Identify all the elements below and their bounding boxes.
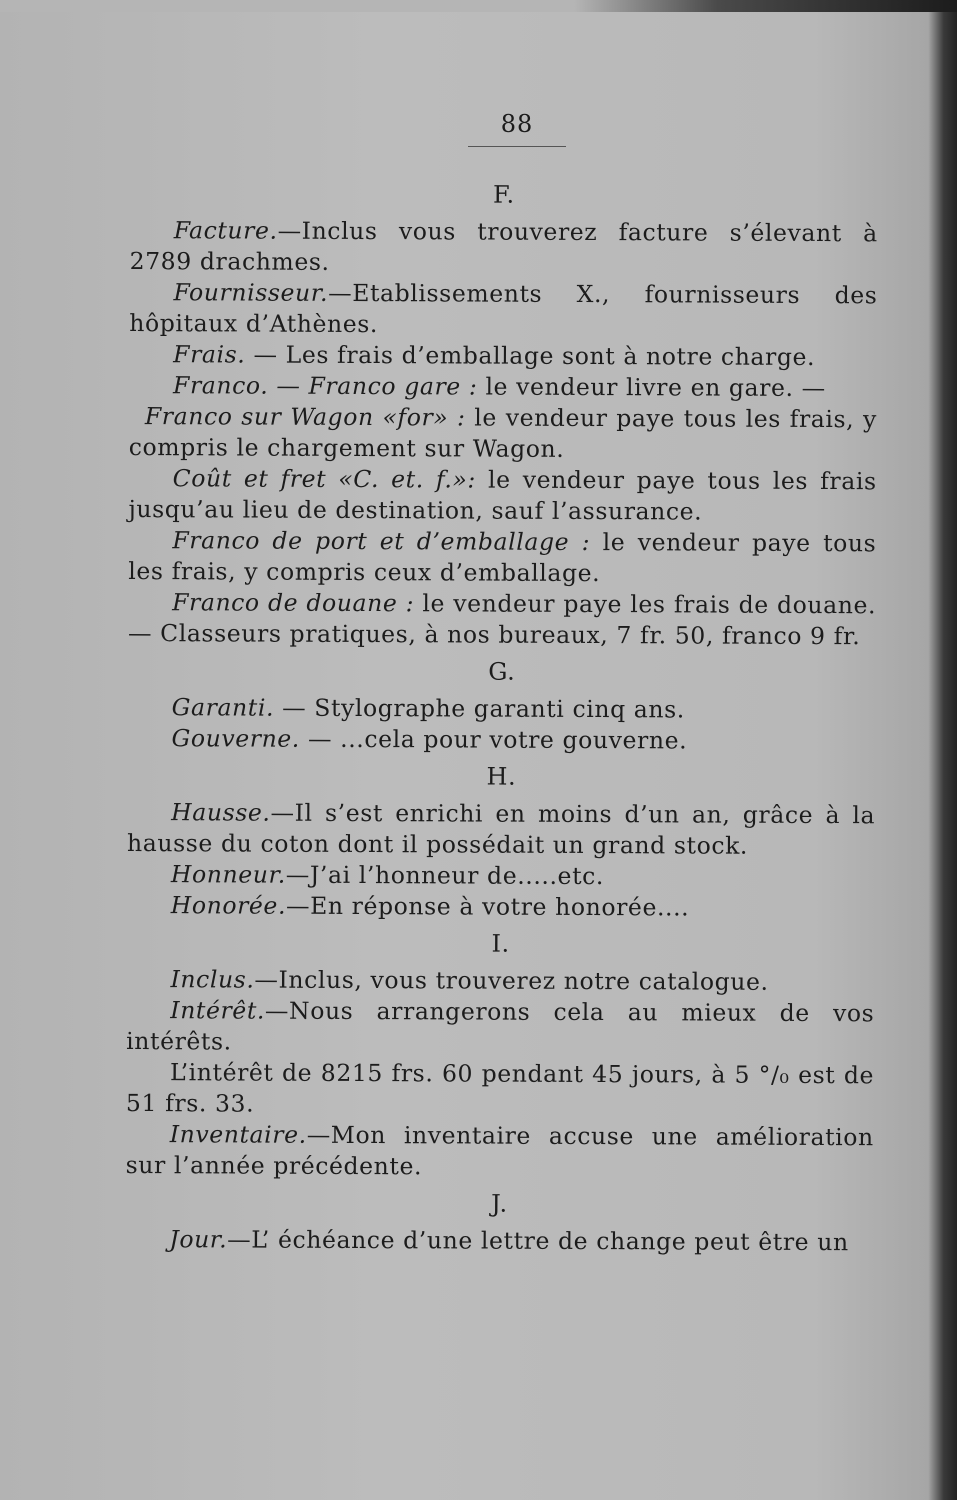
entry-label: Frais. [173, 340, 246, 369]
section-letter-j: J. [491, 1189, 508, 1218]
entry-cout-fret [128, 463, 876, 528]
entry-label: Franco sur Wagon «for» : [144, 402, 466, 432]
entry-label: Facture. [173, 216, 278, 245]
entry-fournisseur [129, 277, 877, 342]
page-number: 88 [500, 110, 534, 138]
section-letter-h: H. [486, 762, 517, 791]
entry-text: — Stylographe garanti cinq ans. [274, 693, 685, 724]
entry-hausse [127, 797, 875, 862]
entry-inventaire [126, 1119, 874, 1184]
entry-facture [130, 215, 878, 280]
entry-text: le vendeur paye les frais de douane.— Classeurs pratiques, à nos bureaux, 7 fr. 50, franco 9 fr. [127, 589, 877, 651]
entry-label: Fournisseur. [173, 278, 329, 307]
page-number-rule [468, 146, 566, 147]
entry-gouverne [127, 723, 875, 757]
entry-text: le vendeur paye tous les frais jusqu’au lieu de destination, sauf l’assurance. [128, 465, 877, 526]
entry-label: Inventaire. [169, 1120, 307, 1149]
entry-label: Hausse. [171, 798, 271, 827]
section-letter-g: G. [488, 657, 516, 686]
entry-interet [126, 995, 874, 1060]
entry-text: — Les frais d’emballage sont à notre charge. [245, 340, 816, 371]
section-letter-i: I. [491, 929, 510, 958]
entry-text: —L’ échéance d’une lettre de change peut être un [227, 1225, 849, 1257]
entry-text: L’intérêt de 8215 frs. 60 pendant 45 jours, à 5 °/₀ est de 51 frs. 33. [125, 1058, 875, 1118]
entry-honneur [127, 859, 875, 893]
entry-franco [129, 370, 877, 404]
entry-text: —Etablissements X., fournisseurs des hôpitaux d’Athènes. [129, 278, 878, 339]
entry-text: le vendeur livre en gare. — [477, 372, 826, 403]
entry-label: Inclus. [170, 965, 255, 994]
entry-jour [125, 1224, 873, 1258]
entry-label: Franco. — Franco gare : [173, 371, 478, 401]
entry-text: —Inclus, vous trouverez notre catalogue. [254, 965, 769, 996]
entry-frais [129, 339, 877, 373]
entry-honoree [127, 890, 875, 924]
entry-franco-port [128, 525, 876, 590]
entry-label: Honorée. [170, 891, 287, 920]
entry-label: Intérêt. [170, 996, 266, 1025]
entry-text: —Mon inventaire accuse une amélioration sur l’année précédente. [125, 1120, 874, 1181]
entry-label: Gouverne. [171, 724, 300, 753]
entry-text: —Nous arrangerons cela au mieux de vos intérêts. [126, 996, 875, 1056]
entry-label: Coût et fret «C. et. f.»: [172, 464, 477, 494]
entry-text: le vendeur paye tous les frais, y compris ceux d’emballage. [128, 528, 877, 588]
entry-text: — ...cela pour votre gouverne. [299, 724, 688, 755]
entry-label: Jour. [169, 1225, 228, 1254]
entry-text: —Inclus vous trouverez facture s’élevant à 2789 drachmes. [129, 216, 878, 276]
entry-label: Franco de port et d’emballage : [172, 526, 591, 557]
entry-text: le vendeur paye tous les frais, y compris le chargement sur Wagon. [128, 403, 877, 463]
entry-text: —En réponse à votre honorée.... [285, 891, 690, 922]
entry-label: Garanti. [171, 693, 275, 722]
entry-franco-wagon [129, 401, 877, 466]
entry-interet-example [126, 1057, 874, 1122]
entry-inclus [126, 964, 874, 998]
section-letter-f: F. [492, 180, 515, 209]
top-shadow [0, 0, 957, 12]
entry-text: —Il s’est enrichi en moins d’un an, grâce à la hausse du coton dont il possédait un grand stock. [127, 798, 876, 860]
entry-franco-douane [128, 587, 876, 652]
entry-label: Honneur. [170, 860, 286, 889]
entry-text: —J’ai l’honneur de.....etc. [285, 860, 605, 891]
page-body [125, 172, 878, 1258]
entry-label: Franco de douane : [172, 588, 415, 618]
entry-garanti [128, 692, 876, 726]
